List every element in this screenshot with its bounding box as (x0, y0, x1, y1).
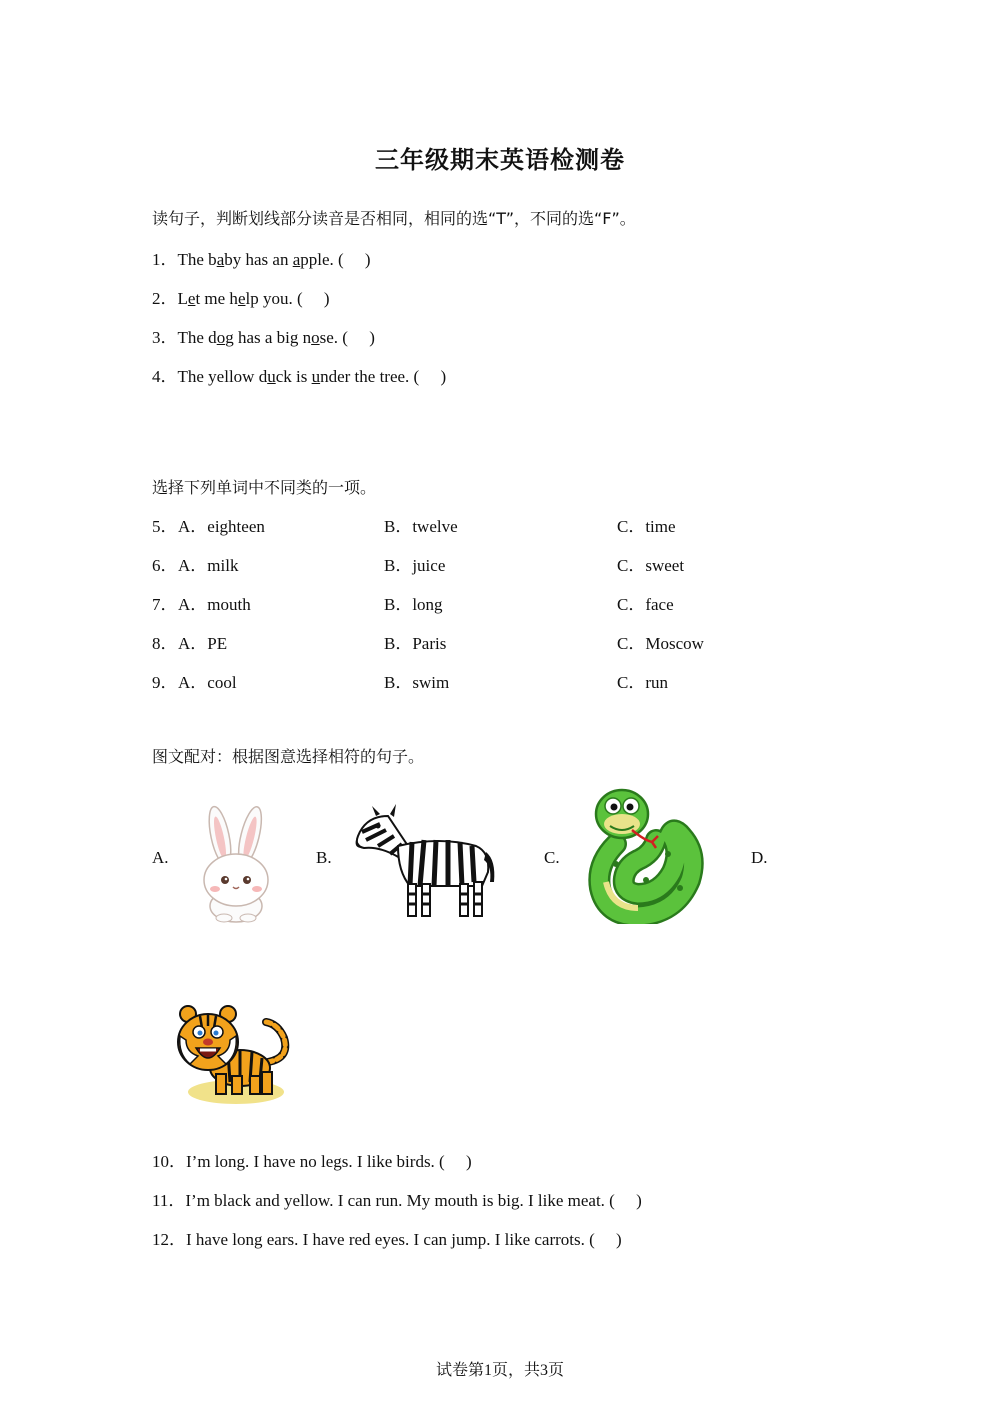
section1-instruction: 读句子，判断划线部分读音是否相同，相同的选“T”，不同的选“F”。 (152, 209, 636, 228)
page-title: 三年级期末英语检测卷 (375, 146, 625, 174)
question-1: 1．The baby has an apple. ( ) (152, 250, 371, 269)
option-c: C．run (617, 673, 668, 692)
option-b: B．swim (384, 673, 450, 692)
rabbit-image (188, 802, 280, 926)
option-a: A．milk (178, 556, 239, 575)
page-footer: 试卷第1页，共3页 (435, 1360, 565, 1379)
option-a: A．cool (178, 673, 237, 692)
question-5: 5． A．eighteen B．twelve C．time (152, 512, 852, 536)
question-12: 12．I have long ears. I have red eyes. I can jump. I like carrots. ( ) (152, 1230, 622, 1249)
section2-instruction: 选择下列单词中不同类的一项。 (152, 478, 377, 497)
option-b: B．Paris (384, 634, 447, 653)
picture-label-b: B. (316, 848, 332, 867)
option-c: C．sweet (617, 556, 685, 575)
picture-label-c: C. (544, 848, 560, 867)
question-8: 8． A．PE B．Paris C．Moscow (152, 629, 852, 653)
question-3: 3．The dog has a big nose. ( ) (152, 328, 375, 347)
section3-instruction: 图文配对：根据图意选择相符的句子。 (152, 747, 425, 766)
option-a: A．PE (178, 634, 228, 653)
question-6: 6． A．milk B．juice C．sweet (152, 551, 852, 575)
question-4: 4．The yellow duck is under the tree. ( ) (152, 367, 447, 386)
option-a: A．eighteen (178, 517, 265, 536)
zebra-image (350, 802, 500, 922)
question-2: 2．Let me help you. ( ) (152, 289, 330, 308)
tiger-image (172, 1002, 296, 1110)
option-b: B．twelve (384, 517, 458, 536)
picture-label-d: D. (751, 848, 768, 867)
option-b: B．long (384, 595, 443, 614)
option-a: A．mouth (178, 595, 251, 614)
option-c: C．time (617, 517, 676, 536)
picture-label-a: A. (152, 848, 169, 867)
question-11: 11．I’m black and yellow. I can run. My mouth is big. I like meat. ( ) (152, 1191, 642, 1210)
option-b: B．juice (384, 556, 446, 575)
question-7: 7． A．mouth B．long C．face (152, 590, 852, 614)
option-c: C．face (617, 595, 674, 614)
question-10: 10．I’m long. I have no legs. I like birds. ( ) (152, 1152, 472, 1171)
question-9: 9． A．cool B．swim C．run (152, 668, 852, 692)
snake-image (586, 784, 706, 924)
option-c: C．Moscow (617, 634, 704, 653)
